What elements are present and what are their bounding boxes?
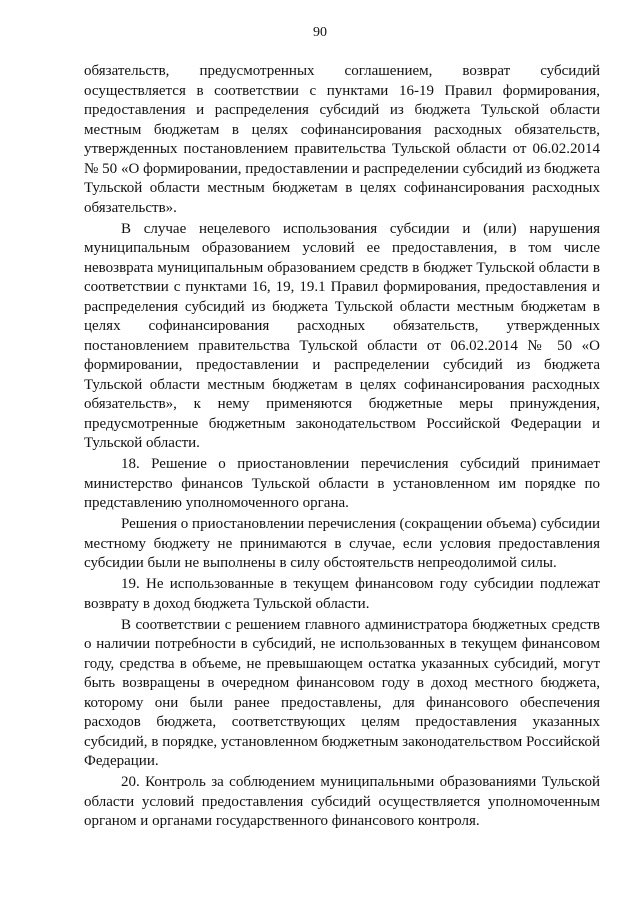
paragraph-item-19: 19. Не использованные в текущем финансовом году субсидии подлежат возврату в доход бюджета Тульской области.: [84, 576, 600, 612]
document-body: [84, 62, 600, 833]
paragraph-item-20: 20. Контроль за соблюдением муниципальными образованиями Тульской области условий предоставления субсидий осуществляется уполномоченным органом и органами государственного финансового контроля.: [84, 774, 600, 829]
paragraph-force-majeure: Решения о приостановлении перечисления (сокращении объема) субсидии местному бюджету не принимаются в случае, если условия предоставления субсидии были не выполнены в силу обстоятельств непреодолимой силы.: [84, 516, 600, 571]
paragraph-misuse-penalties: В случае нецелевого использования субсидии и (или) нарушения муниципальным образованием условий ее предоставления, в том числе невозврата муниципальным образованием средств в бюджет Тульской области в соответствии с пунктами 16, 19, 19.1 Правил формирования, предоставления и распределения субсидий из бюджета Тульской области местным бюджетам в целях софинансирования расходных обязательств, утвержденных постановлением правительства Тульской области от 06.02.2014 № 50 «О формировании, предоставлении и распределении субсидий из бюджета Тульской области местным бюджетам в целях софинансирования расходных обязательств», к нему применяются бюджетные меры принуждения, предусмотренные бюджетным законодательством Российской Федерации и Тульской области.: [84, 220, 600, 451]
paragraph-continuation: обязательств, предусмотренных соглашением, возврат субсидий осуществляется в соответствии с пунктами 16-19 Правил формирования, предоставления и распределения субсидий из бюджета Тульской области местным бюджетам в целях софинансирования расходных обязательств, утвержденных постановлением правительства Тульской области от 06.02.2014 № 50 «О формировании, предоставлении и распределении субсидий из бюджета Тульской области местным бюджетам в целях софинансирования расходных обязательств».: [84, 63, 600, 216]
paragraph-return-of-funds: В соответствии с решением главного администратора бюджетных средств о наличии потребности в субсидий, не использованных в текущем финансовом году, средства в объеме, не превышающем остатка указанных субсидий, могут быть возвращены в очередном финансовом году в доход местного бюджета, которому они были ранее предоставлены, для финансового обеспечения расходов бюджета, соответствующих целям предоставления указанных субсидий, в порядке, установленном бюджетным законодательством Российской Федерации.: [84, 616, 600, 769]
page-number: 90: [313, 25, 327, 40]
paragraph-item-18: 18. Решение о приостановлении перечисления субсидий принимает министерство финансов Тульской области в установленном им порядке по представлению уполномоченного органа.: [84, 456, 600, 511]
